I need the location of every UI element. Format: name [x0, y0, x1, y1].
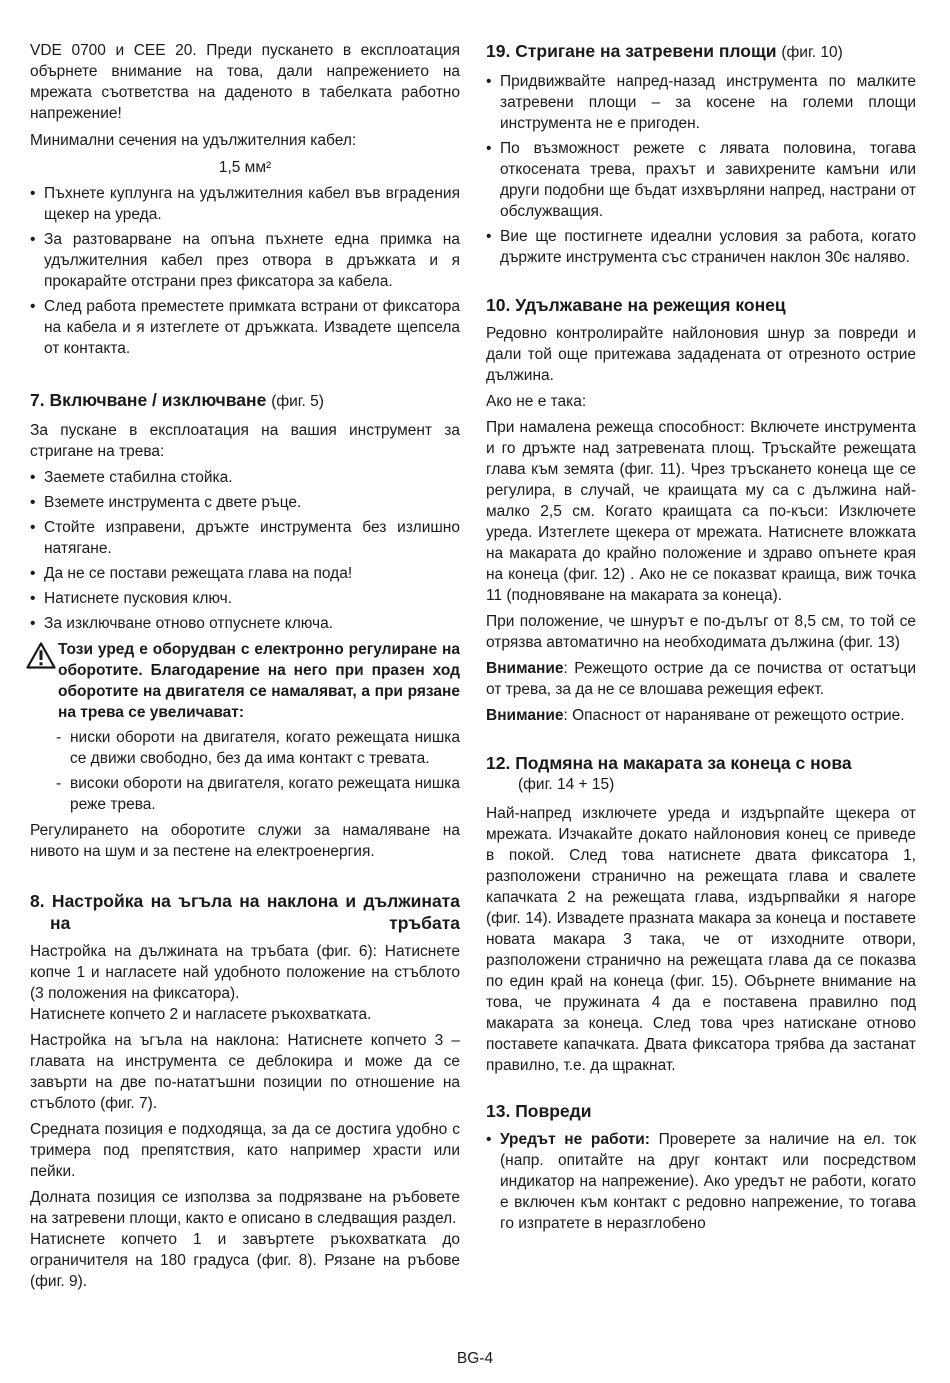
- right-column: [486, 40, 916, 1239]
- list-item: [486, 1129, 916, 1234]
- list-item: • Вземете инструмента с двете ръце.: [30, 492, 460, 513]
- section-7-bullets: [30, 467, 460, 634]
- section-8-p2: Настройка на ъгъла на наклона: Натиснете копчето 3 – главата на инструмента се деблокира и може да се завърти на две по-нататъшни позиции по отношение на стъблото (фиг. 7).: [30, 1032, 460, 1112]
- section-10-attention-1: [486, 658, 916, 700]
- section-12-p1: Най-напред изключете уреда и издърпайте щекера от мрежата. Изчакайте докато найлоновия конец се приведе в покой. След това натиснете двата фиксатора 1, разположени странично на режещата глава и свалете капачката 2 на режещата глава, издърпвайки я нагоре (фиг. 14). Извадете празната макара за конеца и поставете новата макара 3 така, че от изходните отвори, разположени странично на режещата глава да се показва по един край на конеца (фиг. 15). Обърнете внимание на това, че пружината 4 да е поставена правилно под макарата за конеца. След това чрез натискане отново поставете капачката. Двата фиксатора трябва да застанат правилно, т.е. да щракнат.: [486, 805, 916, 1074]
- section-8-heading: 8. Настройка на ъгъла на наклона и дължината на тръбата: [30, 891, 460, 933]
- intro-paragraph: VDE 0700 и CEE 20. Преди пускането в експлоатация обърнете внимание на това, дали напрежението на мрежата съответства на даденото в табелката работно напрежение!: [30, 42, 460, 122]
- list-item: • За разтоварване на опъна пъхнете една примка на удължителния кабел през отвора в дръжката и я прокарайте отстрани през фиксатора за кабела.: [30, 229, 460, 292]
- list-item: - ниски обороти на двигателя, когато режещата нишка се движи свободно, без да има контакт с тревата.: [56, 727, 460, 769]
- section-19-fig: (фиг. 10): [781, 44, 843, 61]
- section-8-p4b: Натиснете копчето 1 и завъртете ръкохватката до ограничителя на 180 градуса (фиг. 8). Рязане на ръбове (фиг. 9).: [30, 1231, 460, 1290]
- list-item: • Натиснете пусковия ключ.: [30, 588, 460, 609]
- section-10-p3: При намалена режеща способност: Включете инструмента и го дръжте над затревената площ. Тръскайте режещата глава към земята (фиг. 11). Чрез тръскането конеца ще се регулира, в случай, че краищата му са с дължина най-малко 2,5 см. Когато краищата са по-къси: Изключете уреда. Изтеглете щекера от мрежата. Натиснете вложката на макарата до крайно положение и здраво опънете края на конеца (фиг. 12) . Ако не се показват краища, виж точка 11 (подновяване на макарата за конеца).: [486, 419, 916, 604]
- section-7-fig: (фиг. 5): [271, 393, 324, 410]
- list-item: • Стойте изправени, дръжте инструмента без излишно натягане.: [30, 517, 460, 559]
- fault-label: Уредът не работи:: [500, 1131, 650, 1148]
- section-10-heading: 10. Удължаване на режещия конец: [486, 295, 786, 315]
- list-item: • За изключване отново отпуснете ключа.: [30, 613, 460, 634]
- section-19-title: 19. Стригане на затревени площи: [486, 41, 777, 61]
- list-item: - високи обороти на двигателя, когато режещата нишка реже трева.: [56, 773, 460, 815]
- section-10-p2: Ако не е така:: [486, 393, 587, 410]
- attention-text: : Режещото острие да се почиства от остатъци от трева, за да не се влошава режещия ефект.: [486, 660, 916, 698]
- cable-section-value: 1,5 мм²: [218, 159, 272, 176]
- fault-text: Проверете за наличие на ел. ток (напр. опитайте на друг контакт или посредством индикатор на напрежение). Ако уредът не работи, когато е включен към контакт с редовно напрежение, то тогава го изпратете в неразглобено: [500, 1131, 916, 1232]
- warning-triangle-icon: [26, 642, 56, 669]
- section-7-intro: За пускане в експлоатация на вашия инструмент за стригане на трева:: [30, 422, 460, 460]
- section-13-bullets: [486, 1129, 916, 1234]
- list-item: • Пъхнете куплунга на удължителния кабел във вградения щекер на уреда.: [30, 183, 460, 225]
- list-item: • Придвижвайте напред-назад инструмента по малките затревени площи – за косене на големи площи инструмента не е пригоден.: [486, 71, 916, 134]
- section-12-title: 12. Подмяна на макарата за конеца с нова: [486, 753, 852, 773]
- list-item: • По възможност режете с лявата половина, тогава откосената трева, прахът и завихрените камъни или други подобни ще бъдат изхвърляни напред, настрани от обслужващия.: [486, 138, 916, 222]
- attention-label: Внимание: [486, 660, 564, 677]
- attention-label: Внимание: [486, 707, 564, 724]
- section-8-p3: Средната позиция е подходяща, за да се достига удобно с тримера под препятствия, като например храсти или пейки.: [30, 1121, 460, 1180]
- left-column: [30, 40, 460, 1297]
- attention-text: : Опасност от нараняване от режещото острие.: [563, 707, 905, 724]
- section-12-heading: [486, 752, 916, 796]
- section-10-p4: При положение, че шнурът е по-дълъг от 8,5 см, то той се отрязва автоматично на необходимата дължина (фиг. 13): [486, 613, 916, 651]
- list-item: • Да не се постави режещата глава на пода!: [30, 563, 460, 584]
- section-13-heading: 13. Повреди: [486, 1101, 592, 1121]
- page-number: BG-4: [456, 1350, 494, 1367]
- section-10-p1: Редовно контролирайте найлоновия шнур за повреди и дали той още притежава зададената от отрезното острие дължина.: [486, 325, 916, 384]
- section-8-p4: Долната позиция се използва за подрязване на ръбовете на затревени площи, както е описано в следващия раздел.: [30, 1189, 460, 1227]
- section-10-attention-2: [486, 705, 916, 726]
- section-19-heading: [486, 40, 916, 64]
- warning-dash-list: [56, 727, 460, 815]
- section-7-heading: [30, 389, 460, 413]
- warning-block: [30, 639, 460, 723]
- list-item: • След работа преместете примката встрани от фиксатора на кабела и я изтеглете от дръжката. Извадете щепсела от контакта.: [30, 296, 460, 359]
- list-item: • Заемете стабилна стойка.: [30, 467, 460, 488]
- list-item: • Вие ще постигнете идеални условия за работа, когато държите инструмента със страничен наклон 30є наляво.: [486, 226, 916, 268]
- section-7-title: 7. Включване / изключване: [30, 390, 267, 410]
- section-12-fig: (фиг. 14 + 15): [518, 776, 615, 793]
- section-7-closing: Регулирането на оборотите служи за намаляване на нивото на шум и за пестене на електроенергия.: [30, 822, 460, 860]
- warning-text: Този уред е оборудван с електронно регулиране на оборотите. Благодарение на него при празен ход оборотите на двигателя се намаляват, а при рязане на трева се увеличават:: [58, 641, 460, 721]
- section-8-p1: Настройка на дължината на тръбата (фиг. 6): Натиснете копче 1 и нагласете най удобното положение на стъблото (3 положения на фиксатора).: [30, 943, 460, 1002]
- cable-section-label: Минимални сечения на удължителния кабел:: [30, 132, 357, 149]
- section-19-bullets: [486, 71, 916, 268]
- cable-bullets: [30, 183, 460, 359]
- section-8-p1b: Натиснете копчето 2 и нагласете ръкохватката.: [30, 1006, 372, 1023]
